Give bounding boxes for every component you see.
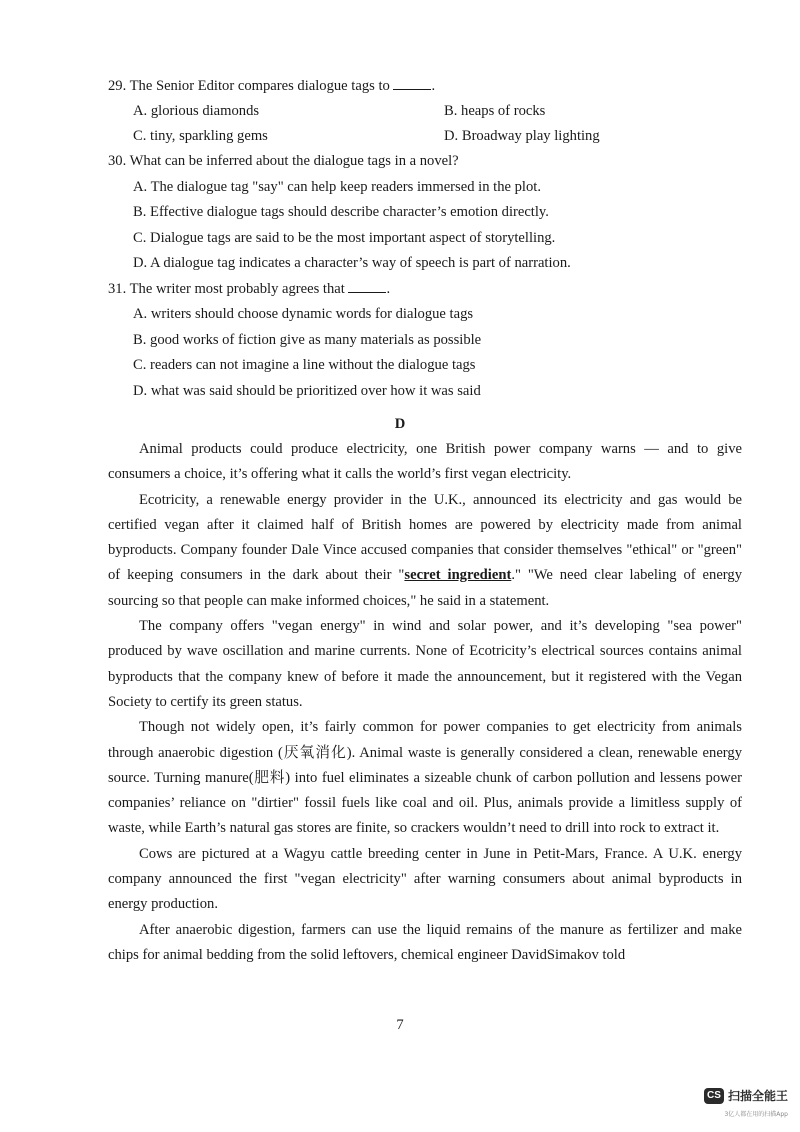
q29-option-a: A. glorious diamonds [133, 103, 260, 119]
section-heading: D [394, 416, 406, 432]
watermark-slogan: 3亿人都在用的扫描App [724, 1111, 788, 1118]
passage-paragraph: Animal products could produce electricity, one British power company warns — and to give consumers a choice, it’s offering what it calls the world’s first vegan electricity. [108, 441, 742, 483]
passage-paragraph: Though not widely open, it’s fairly common for power companies to get electricity from animals through anaerobic digestion (厌氧消化). Animal waste is generally considered a clean, renewable energy source. Turning manure(肥料) into fuel eliminates a sizeable chunk of carbon pollution and lessens power companies’ reliance on "dirtier" fossil fuels like coal and oil. Plus, animals provide a limitless supply of waste, while Earth’s natural gas stores are finite, so crackers wouldn’t need to drill into rock to extract it. [108, 719, 742, 837]
scanner-watermark [704, 1087, 788, 1104]
passage [108, 437, 742, 968]
q30-option-d: D. A dialogue tag indicates a character’s way of speech is part of narration. [133, 255, 571, 271]
watermark-brand: 扫描全能王 [727, 1089, 788, 1103]
passage-paragraph: Cows are pictured at a Wagyu cattle breeding center in June in Petit-Mars, France. A U.K. energy company announced the first "vegan electricity" after warning consumers about animal byproducts in energy production. [108, 845, 742, 913]
q29-option-d: D. Broadway play lighting [444, 128, 600, 144]
q31-option-d: D. what was said should be prioritized over how it was said [133, 383, 481, 399]
passage-paragraph: The company offers "vegan energy" in wind and solar power, and it’s developing "sea power" produced by wave oscillation and marine currents. None of Ecotricity’s electrical sources contains animal byproducts that the company knew of before it made the announcement, but it registered with the Vegan Society to certify its green status. [108, 618, 742, 710]
q31-option-a: A. writers should choose dynamic words for dialogue tags [133, 306, 474, 322]
page-number: 7 [396, 1017, 404, 1033]
underlined-phrase: secret ingredient [404, 567, 512, 584]
answer-blank [393, 76, 431, 90]
passage-paragraph: After anaerobic digestion, farmers can use the liquid remains of the manure as fertilizer and make chips for animal bedding from the solid leftovers, chemical engineer DavidSimakov told [108, 921, 742, 963]
q30-option-c: C. Dialogue tags are said to be the most important aspect of storytelling. [133, 230, 556, 246]
q29-option-b: B. heaps of rocks [444, 103, 546, 119]
passage-paragraph: Ecotricity, a renewable energy provider in the U.K., announced its electricity and gas would be certified vegan after it claimed half of British homes are powered by electricity made from animal byproducts. Company founder Dale Vince accused companies that consider themselves "ethical" or "green" of keeping consumers in the dark about their "secret ingredient." "We need clear labeling of energy sourcing so that people can make informed choices," he said in a statement. [108, 491, 743, 609]
q30-stem: 30. What can be inferred about the dialogue tags in a novel? [108, 153, 459, 169]
q29-option-c: C. tiny, sparkling gems [133, 128, 268, 144]
q31-option-b: B. good works of fiction give as many materials as possible [133, 332, 482, 348]
camscanner-logo-icon: CS [704, 1088, 724, 1104]
answer-blank [348, 279, 386, 293]
q31-option-c: C. readers can not imagine a line without the dialogue tags [133, 357, 476, 373]
q30-option-b: B. Effective dialogue tags should describe character’s emotion directly. [133, 204, 549, 220]
q31-stem: 31. The writer most probably agrees that . [108, 281, 391, 297]
q29-stem: 29. The Senior Editor compares dialogue tags to . [108, 78, 436, 94]
q30-option-a: A. The dialogue tag "say" can help keep readers immersed in the plot. [133, 179, 541, 195]
